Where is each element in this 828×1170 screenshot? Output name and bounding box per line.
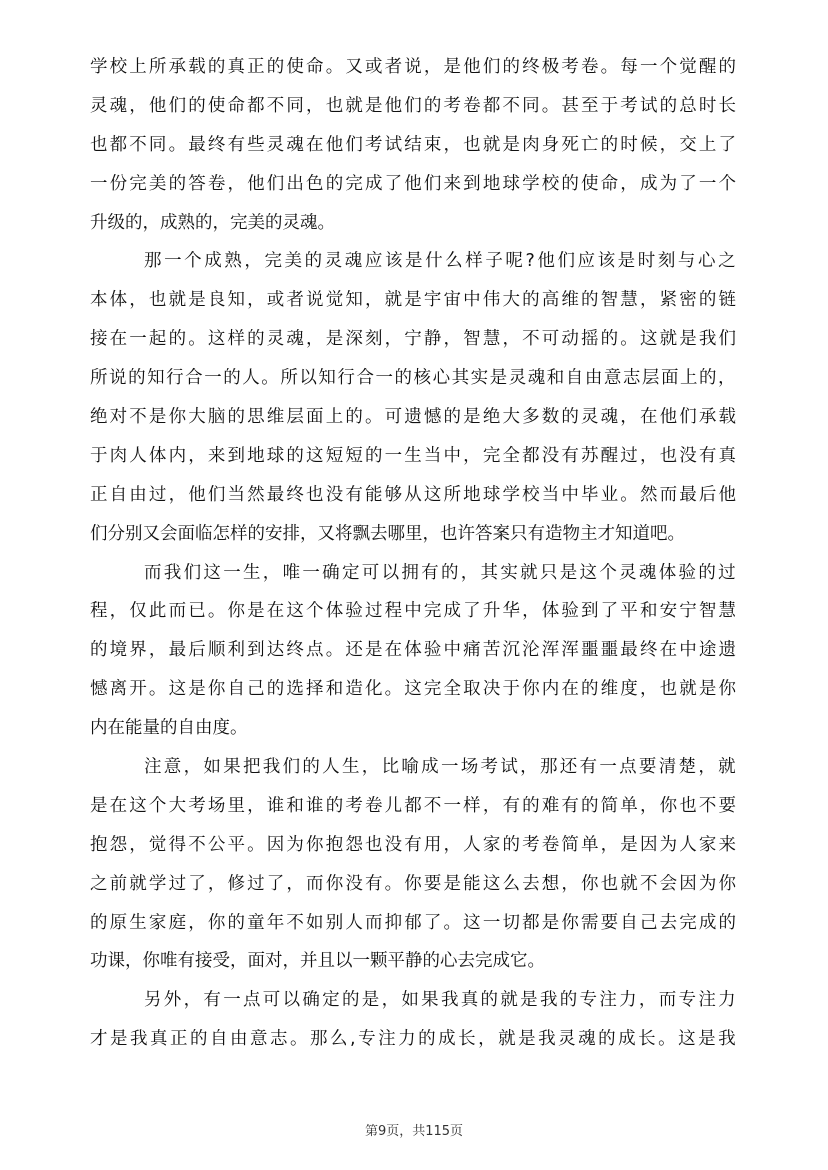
text-line: 灵 魂 ， 他 们 的 使 命 都 不 同 ， 也 就 是 他 们 的 考 卷 都 不 同 。 甚 至 于 考 试 的 总 时 长 [90,95,736,116]
text-line: 正 自 由 过 ， 他 们 当 然 最 终 也 没 有 能 够 从 这 所 地 球 学 校 当 中 毕 业 。 然 而 最 后 他 [90,484,736,505]
text-line: 是 在 这 个 大 考 场 里 ， 谁 和 谁 的 考 卷 儿 都 不 一 样 ， 有 的 难 有 的 简 单 ， 你 也 不 要 [90,795,736,816]
text-line: 另 外 ， 有 一 点 可 以 确 定 的 是 ， 如 果 我 真 的 就 是 我 的 专 注 力 ， 而 专 注 力 [144,990,736,1011]
text-line: 本 体 ， 也 就 是 良 知 ， 或 者 说 觉 知 ， 就 是 宇 宙 中 伟 大 的 高 维 的 智 慧 ， 紧 密 的 链 [90,290,736,311]
text-line: 学 校 上 所 承 载 的 真 正 的 使 命 。 又 或 者 说 ， 是 他 们 的 终 极 考 卷 。 每 一 个 觉 醒 的 [90,57,736,77]
text-line: 的 原 生 家 庭 ， 你 的 童 年 不 如 别 人 而 抑 郁 了 。 这 一 切 都 是 你 需 要 自 己 去 完 成 的 [90,912,736,933]
text-line: 的 境 界 ， 最 后 顺 利 到 达 终 点 。 还 是 在 体 验 中 痛 苦 沉 沦 浑 浑 噩 噩 最 终 在 中 途 遗 [90,640,736,661]
text-line: 程 ， 仅 此 而 已 。 你 是 在 这 个 体 验 过 程 中 完 成 了 升 华 ， 体 验 到 了 平 和 安 宁 智 慧 [90,601,736,622]
text-line: 之 前 就 学 过 了 ， 修 过 了 ， 而 你 没 有 。 你 要 是 能 这 么 去 想 ， 你 也 就 不 会 因 为 你 [90,873,736,894]
text-line: 一 份 完 美 的 答 卷 ， 他 们 出 色 的 完 成 了 他 们 来 到 地 球 学 校 的 使 命 ， 成 为 了 一 个 [90,173,736,194]
text-line: 而 我 们 这 一 生 ， 唯 一 确 定 可 以 拥 有 的 ， 其 实 就 只 是 这 个 灵 魂 体 验 的 过 [144,562,736,583]
text-line: 所 说 的 知 行 合 一 的 人 。 所 以 知 行 合 一 的 核 心 其 实 是 灵 魂 和 自 由 意 志 层 面 上 的 ， [90,368,736,389]
text-line: 内在能量的自由度。 [90,718,248,739]
document-body [90,48,736,1059]
text-line: 注 意 ， 如 果 把 我 们 的 人 生 ， 比 喻 成 一 场 考 试 ， 那 还 有 一 点 要 清 楚 ， 就 [144,757,736,778]
text-line: 抱 怨 ， 觉 得 不 公 平 。 因 为 你 抱 怨 也 没 有 用 ， 人 家 的 考 卷 简 单 ， 是 因 为 人 家 来 [90,834,736,855]
text-line: 才 是 我 真 正 的 自 由 意 志 。 那 么 , 专 注 力 的 成 长 ， 就 是 我 灵 魂 的 成 长 。 这 是 我 [90,1029,736,1050]
text-line: 那 一 个 成 熟 ， 完 美 的 灵 魂 应 该 是 什 么 样 子 呢 ? 他 们 应 该 是 时 刻 与 心 之 [144,251,736,272]
text-line: 绝 对 不 是 你 大 脑 的 思 维 层 面 上 的 。 可 遗 憾 的 是 绝 大 多 数 的 灵 魂 ， 在 他 们 承 载 [90,407,736,428]
text-line: 也 都 不 同 。 最 终 有 些 灵 魂 在 他 们 考 试 结 束 ， 也 就 是 肉 身 死 亡 的 时 候 ， 交 上 了 [90,134,736,155]
text-line: 功课，你唯有接受，面对，并且以一颗平静的心去完成它。 [90,951,545,972]
text-line: 于 肉 人 体 内 ， 来 到 地 球 的 这 短 短 的 一 生 当 中 ， 完 全 都 没 有 苏 醒 过 ， 也 没 有 真 [90,445,736,466]
text-line: 接 在 一 起 的 。 这 样 的 灵 魂 ， 是 深 刻 ， 宁 静 ， 智 慧 ， 不 可 动 摇 的 。 这 就 是 我 们 [90,329,736,350]
text-line: 们分别又会面临怎样的安排，又将飘去哪里，也许答案只有造物主才知道吧。 [90,523,685,544]
text-line: 升级的，成熟的，完美的灵魂。 [90,212,335,233]
page-number: 第9页，共115页 [364,1124,464,1139]
text-line: 憾 离 开 。 这 是 你 自 己 的 选 择 和 造 化 。 这 完 全 取 决 于 你 内 在 的 维 度 ， 也 就 是 你 [90,679,736,700]
